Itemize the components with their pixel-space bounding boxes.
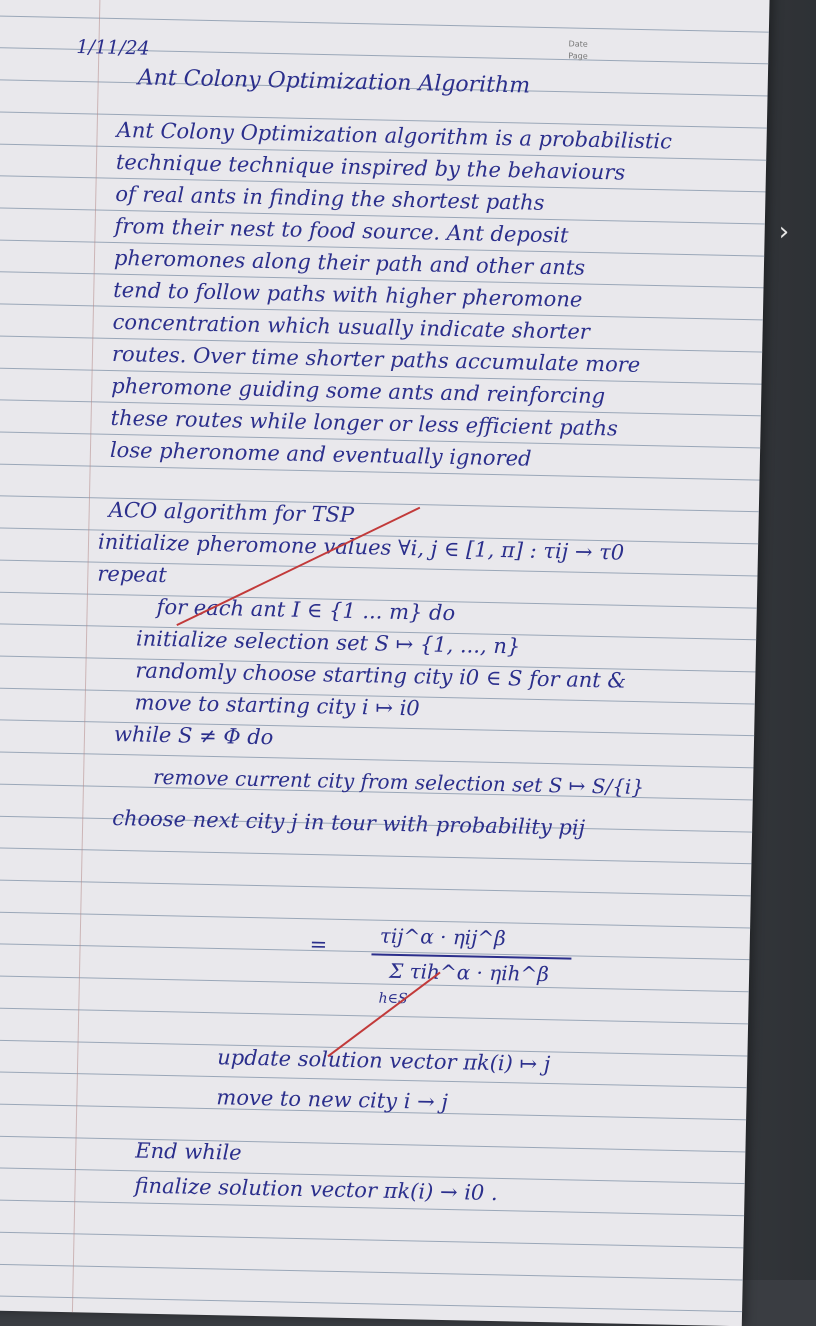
- closing-line: update solution vector πk(i) ↦ j: [217, 1045, 551, 1077]
- algorithm-line: choose next city j in tour with probability pij: [112, 805, 586, 840]
- body-line: routes. Over time shorter paths accumulate more: [111, 341, 641, 377]
- algorithm-line: repeat: [97, 561, 167, 588]
- algorithm-line: randomly choose starting city i0 ∈ S for ant &: [135, 658, 627, 693]
- formula-numerator: τij^α · ηij^β: [379, 923, 506, 951]
- algorithm-line: move to starting city i ↦ i0: [134, 690, 420, 721]
- body-line: of real ants in finding the shortest paths: [115, 181, 545, 215]
- page-title: Ant Colony Optimization Algorithm: [137, 65, 531, 99]
- algorithm-line: initialize pheromone values ∀i, j ∈ [1, π] : τij → τ0: [97, 529, 625, 565]
- closing-line: finalize solution vector πk(i) → i0 .: [134, 1173, 498, 1206]
- algorithm-heading: ACO algorithm for TSP: [108, 497, 355, 527]
- handwritten-date: 1/11/24: [76, 36, 150, 60]
- closing-line: End while: [135, 1138, 242, 1165]
- body-line: pheromones along their path and other ants: [113, 245, 586, 280]
- margin-line: [72, 0, 101, 1312]
- body-line: technique technique inspired by the behaviours: [115, 149, 626, 185]
- body-line: lose pheronome and eventually ignored: [109, 437, 532, 471]
- formula-equals: =: [309, 932, 328, 957]
- body-line: pheromone guiding some ants and reinforcing: [111, 373, 606, 409]
- algorithm-line: initialize selection set S ↦ {1, ..., n}: [135, 626, 521, 659]
- formula-denominator: Σ τih^α · ηih^β: [388, 958, 550, 987]
- body-line: Ant Colony Optimization algorithm is a probabilistic: [116, 117, 673, 154]
- body-line: from their nest to food source. Ant deposit: [114, 213, 569, 248]
- closing-line: move to new city i → j: [216, 1085, 449, 1115]
- chevron-right-icon[interactable]: ›: [778, 217, 790, 247]
- body-line: concentration which usually indicate shorter: [112, 309, 591, 344]
- page-label: Page: [568, 51, 588, 61]
- body-line: tend to follow paths with higher pheromone: [113, 277, 583, 312]
- date-page-box: [568, 38, 588, 62]
- algorithm-line: while S ≠ Φ do: [113, 721, 274, 750]
- red-correction-mark: [327, 972, 440, 1057]
- body-line: these routes while longer or less efficient paths: [110, 405, 619, 441]
- date-label: Date: [568, 39, 588, 49]
- algorithm-line: remove current city from selection set S ↦ S/{i}: [152, 764, 645, 800]
- formula-sum-index: h∈S: [378, 990, 408, 1008]
- algorithm-line: for each ant I ∈ {1 ... m} do: [156, 594, 456, 626]
